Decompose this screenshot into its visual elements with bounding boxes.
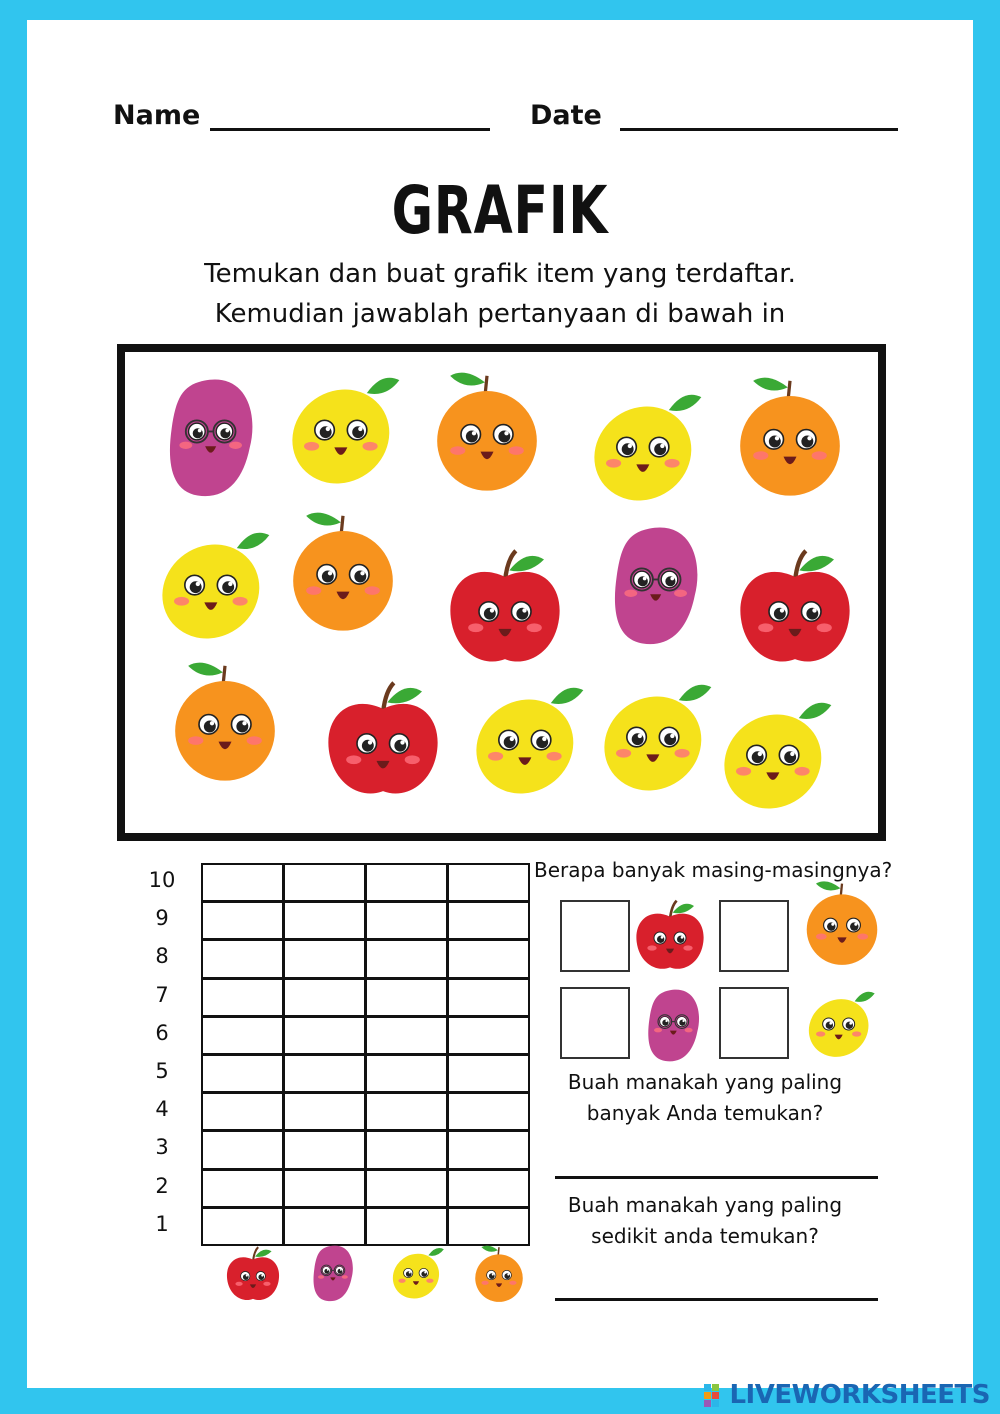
graph-cell[interactable] — [365, 978, 448, 1017]
answer-box-apple[interactable] — [560, 900, 630, 972]
graph-cell[interactable] — [201, 978, 284, 1017]
answer-box-lemon[interactable] — [719, 987, 789, 1059]
graph-y-label: 6 — [155, 1020, 169, 1045]
page-title: GRAFIK — [391, 172, 609, 249]
graph-cell[interactable] — [201, 1092, 284, 1131]
fruit-lemon-icon — [590, 672, 720, 806]
fruit-apple-icon — [730, 540, 860, 674]
graph-cell[interactable] — [283, 939, 366, 978]
question-least-line-1: Buah manakah yang paling — [567, 1193, 843, 1217]
graph-y-label: 1 — [155, 1211, 169, 1236]
graph-column-sweet-potato-icon — [304, 1242, 366, 1308]
graph-cell[interactable] — [283, 901, 366, 940]
fruit-orange-icon — [725, 370, 855, 504]
graph-cell[interactable] — [283, 1130, 366, 1169]
date-field[interactable] — [620, 128, 898, 131]
fruit-sweet-potato-icon — [595, 520, 725, 654]
graph-column-apple-icon — [222, 1242, 284, 1308]
graph-y-label: 8 — [155, 944, 169, 969]
answer-orange-icon — [796, 876, 888, 972]
fruit-orange-icon — [160, 655, 290, 789]
date-label: Date — [530, 100, 602, 131]
question-most-line-2: banyak Anda temukan? — [586, 1101, 824, 1125]
graph-cell[interactable] — [201, 1054, 284, 1093]
graph-cell[interactable] — [365, 1169, 448, 1208]
answer-box-sweet-potato[interactable] — [560, 987, 630, 1059]
graph-cell[interactable] — [447, 939, 530, 978]
graph-cell[interactable] — [365, 901, 448, 940]
graph-y-label: 2 — [155, 1173, 169, 1198]
fruit-lemon-icon — [278, 365, 408, 499]
graph-cell[interactable] — [447, 1169, 530, 1208]
graph-cell[interactable] — [283, 1207, 366, 1246]
graph-cell[interactable] — [201, 1169, 284, 1208]
graph-cell[interactable] — [283, 1169, 366, 1208]
graph-cell[interactable] — [283, 863, 366, 902]
graph-cell[interactable] — [447, 1016, 530, 1055]
fruit-apple-icon — [440, 540, 570, 674]
answer-line-most[interactable] — [555, 1176, 878, 1179]
graph-cell[interactable] — [447, 863, 530, 902]
graph-cell[interactable] — [447, 1054, 530, 1093]
graph-cell[interactable] — [365, 863, 448, 902]
answer-apple-icon — [630, 894, 710, 978]
graph-cell[interactable] — [365, 1207, 448, 1246]
graph-cell[interactable] — [201, 1207, 284, 1246]
graph-y-label: 9 — [155, 906, 169, 931]
fruit-sweet-potato-icon — [150, 372, 280, 506]
graph-cell[interactable] — [283, 1054, 366, 1093]
fruit-orange-icon — [422, 365, 552, 499]
graph-cell[interactable] — [447, 1092, 530, 1131]
question-most-line-1: Buah manakah yang paling — [567, 1070, 843, 1094]
fruit-lemon-icon — [462, 675, 592, 809]
graph-cell[interactable] — [283, 1016, 366, 1055]
watermark-text: LIVEWORKSHEETS — [729, 1380, 990, 1410]
graph-y-label: 7 — [155, 982, 169, 1007]
answer-lemon-icon — [800, 984, 880, 1068]
fruit-lemon-icon — [148, 520, 278, 654]
graph-cell[interactable] — [365, 1130, 448, 1169]
fruit-lemon-icon — [580, 382, 710, 516]
question-how-many: Berapa banyak masing-masingnya? — [534, 858, 893, 882]
bar-graph-grid — [202, 864, 530, 1246]
graph-y-label: 3 — [155, 1135, 169, 1160]
answer-line-least[interactable] — [555, 1298, 878, 1301]
graph-cell[interactable] — [447, 978, 530, 1017]
name-label: Name — [113, 100, 201, 131]
instruction-line-2: Kemudian jawablah pertanyaan di bawah in — [214, 299, 786, 329]
graph-cell[interactable] — [365, 1092, 448, 1131]
graph-column-lemon-icon — [386, 1242, 448, 1308]
graph-column-orange-icon — [468, 1242, 530, 1308]
graph-cell[interactable] — [447, 901, 530, 940]
instruction-line-1: Temukan dan buat grafik item yang terdaftar. — [204, 259, 796, 289]
graph-cell[interactable] — [201, 1016, 284, 1055]
graph-y-label: 4 — [155, 1097, 169, 1122]
fruit-orange-icon — [278, 505, 408, 639]
graph-cell[interactable] — [201, 1130, 284, 1169]
graph-cell[interactable] — [447, 1207, 530, 1246]
liveworksheets-watermark — [703, 1380, 990, 1410]
graph-cell[interactable] — [447, 1130, 530, 1169]
graph-cell[interactable] — [201, 901, 284, 940]
graph-cell[interactable] — [201, 863, 284, 902]
graph-cell[interactable] — [365, 1054, 448, 1093]
graph-cell[interactable] — [283, 1092, 366, 1131]
question-least-line-2: sedikit anda temukan? — [591, 1224, 819, 1248]
graph-cell[interactable] — [201, 939, 284, 978]
name-field[interactable] — [210, 128, 490, 131]
fruit-lemon-icon — [710, 690, 840, 824]
liveworksheets-logo-icon — [703, 1383, 729, 1409]
answer-box-orange[interactable] — [719, 900, 789, 972]
graph-cell[interactable] — [283, 978, 366, 1017]
graph-y-label: 10 — [148, 868, 176, 892]
fruit-apple-icon — [318, 672, 448, 806]
graph-cell[interactable] — [365, 939, 448, 978]
answer-sweet-potato-icon — [636, 985, 716, 1069]
graph-y-label: 5 — [155, 1059, 169, 1083]
graph-cell[interactable] — [365, 1016, 448, 1055]
